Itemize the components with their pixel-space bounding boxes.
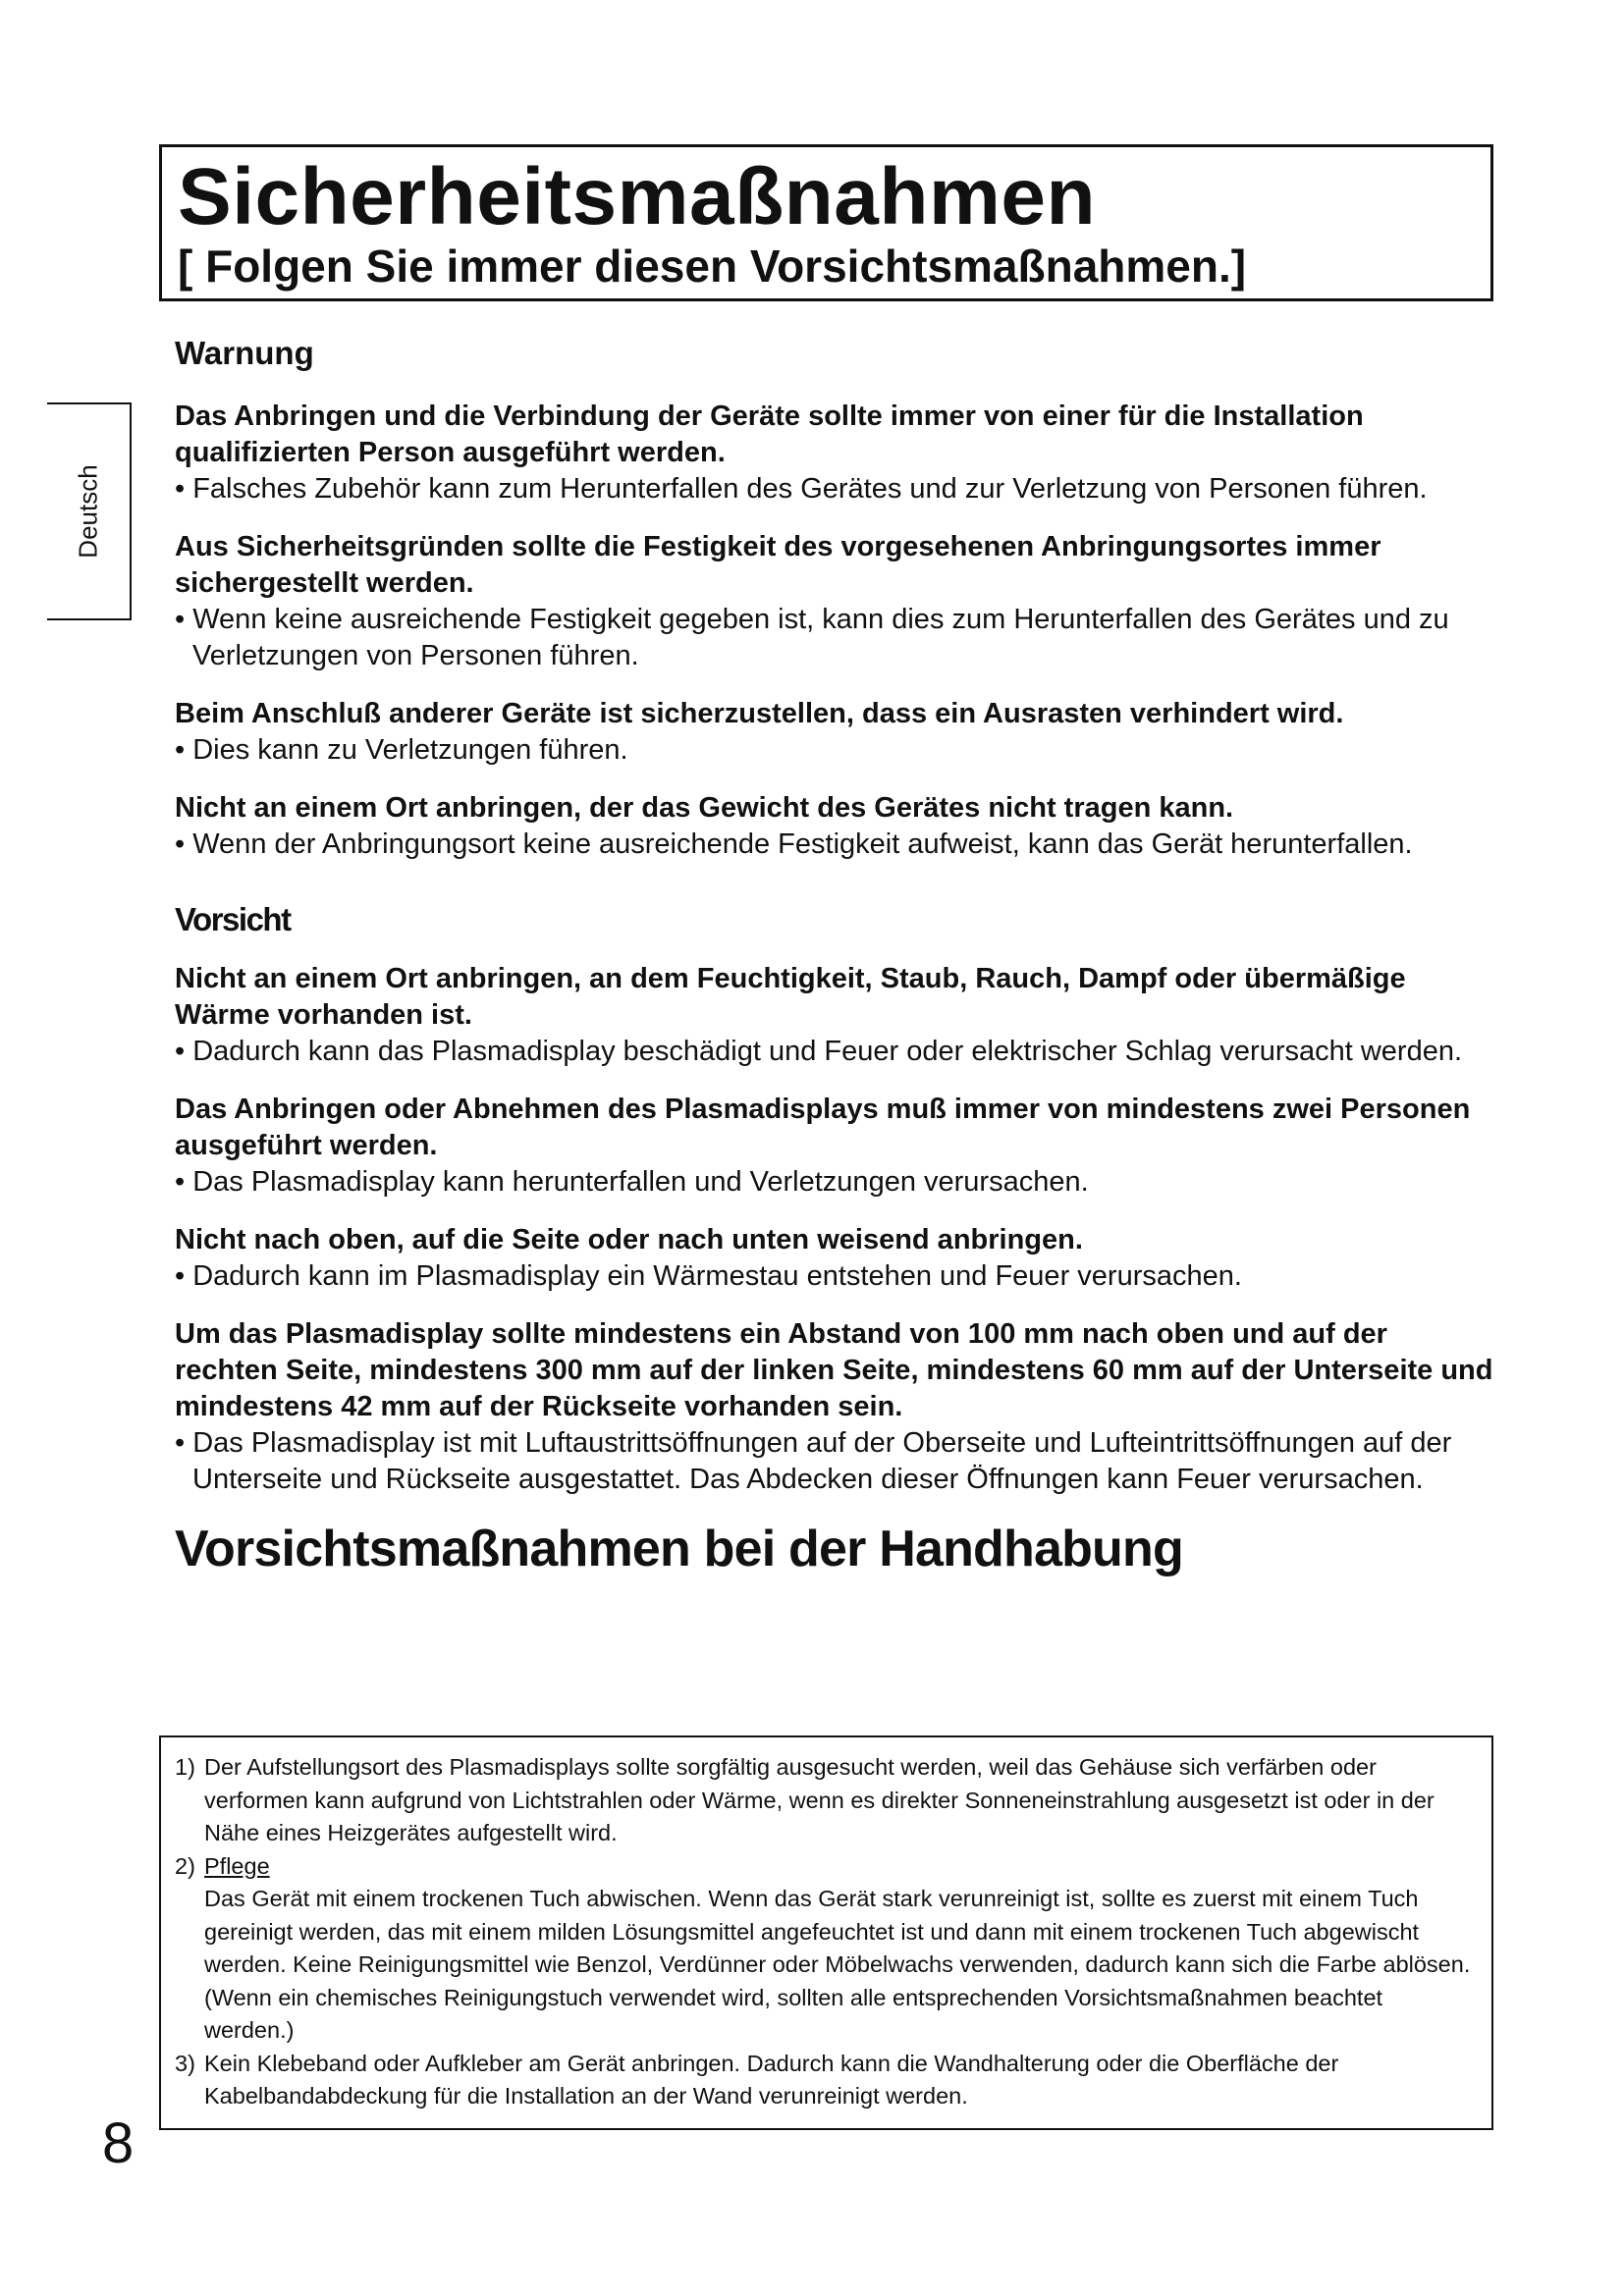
handling-item [175,2048,1474,2113]
caution-item [175,961,1495,1070]
caution-item-head: Nicht nach oben, auf die Seite oder nach unten weisend anbringen. [175,1224,1083,1255]
handling-item-number: 3) [175,2050,195,2076]
handling-item-text: Das Gerät mit einem trockenen Tuch abwischen. Wenn das Gerät stark verunreinigt ist, sollte es zuerst mit einem Tuch gereinigt werden, das mit einem milden Lösungsmittel angefeuchtet ist und dann mit einem trockenen Tuch abgewischt werden. Keine Reinigungsmittel wie Benzol, Verdünner oder Möbelwachs verwenden, dadurch kann sich die Farbe ablösen. (Wenn ein chemisches Reinigungstuch verwendet wird, sollten alle entsprechenden Vorsichtsmaßnahmen beachtet werden.) [204,1886,1471,2043]
handling-item-text: Der Aufstellungsort des Plasmadisplays sollte sorgfältig ausgesucht werden, weil das Gehäuse sich verfärben oder verformen kann aufgrund von Lichtstrahlen oder Wärme, wenn es direkter Sonneneinstrahlung ausgesetzt ist oder in der Nähe eines Heizgerätes aufgestellt wird. [204,1754,1435,1845]
warning-heading: Warnung [175,335,314,371]
main-content [175,334,1495,1596]
handling-item-label: Pflege [204,1852,270,1879]
language-tab-label: Deutsch [73,464,103,559]
caution-item [175,1316,1495,1498]
caution-item-head: Nicht an einem Ort anbringen, an dem Feuchtigkeit, Staub, Rauch, Dampf oder übermäßige Wärme vorhanden ist. [175,963,1406,1031]
caution-item [175,1092,1495,1201]
caution-item-body: • Das Plasmadisplay kann herunterfallen und Verletzungen verursachen. [175,1166,1089,1198]
handling-item [175,1850,1474,2048]
caution-item-body: • Dadurch kann das Plasmadisplay beschädigt und Feuer oder elektrischer Schlag verursacht werden. [175,1036,1463,1067]
warning-item-head: Aus Sicherheitsgründen sollte die Festigkeit des vorgesehenen Anbringungsortes immer sichergestellt werden. [175,531,1381,599]
handling-item-content [204,1850,1474,2048]
warning-item [175,790,1495,863]
handling-item [175,1751,1474,1850]
handling-item-text: Kein Klebeband oder Aufkleber am Gerät anbringen. Dadurch kann die Wandhalterung oder die Oberfläche der Kabelbandabdeckung für die Installation an der Wand verunreinigt werden. [204,2050,1339,2109]
warning-item-body: • Falsches Zubehör kann zum Herunterfallen des Gerätes und zur Verletzung von Personen führen. [175,473,1428,505]
page-subtitle: [ Folgen Sie immer diesen Vorsichtsmaßnahmen.] [178,240,1247,292]
title-box [159,144,1493,301]
warning-item-head: Beim Anschluß anderer Geräte ist sicherzustellen, dass ein Ausrasten verhindert wird. [175,698,1344,729]
caution-item [175,1222,1495,1295]
caution-item-body: • Dadurch kann im Plasmadisplay ein Wärmestau entstehen und Feuer verursachen. [175,1260,1242,1292]
caution-heading: Vorsicht [175,901,291,937]
handling-item-number: 1) [175,1754,195,1780]
page-title: Sicherheitsmaßnahmen [178,152,1097,241]
warning-item-head: Nicht an einem Ort anbringen, der das Gewicht des Gerätes nicht tragen kann. [175,792,1234,824]
warning-item-body: • Wenn der Anbringungsort keine ausreichende Festigkeit aufweist, kann das Gerät herunterfallen. [175,828,1413,860]
caution-item-head: Das Anbringen oder Abnehmen des Plasmadisplays muß immer von mindestens zwei Personen ausgeführt werden. [175,1094,1471,1161]
warning-item [175,696,1495,769]
handling-item-number: 2) [175,1852,195,1879]
handling-box [159,1735,1493,2130]
caution-item-body: • Das Plasmadisplay ist mit Luftaustrittsöffnungen auf der Oberseite und Lufteintrittsöffnungen auf der Unterseite und Rückseite ausgestattet. Das Abdecken dieser Öffnungen kann Feuer verursachen. [175,1427,1452,1495]
handling-heading: Vorsichtsmaßnahmen bei der Handhabung [175,1521,1183,1577]
page-number: 8 [102,2111,135,2175]
warning-item-body: • Wenn keine ausreichende Festigkeit gegeben ist, kann dies zum Herunterfallen des Gerätes und zu Verletzungen von Personen führen. [175,604,1449,671]
language-tab [47,402,132,620]
warning-item-body: • Dies kann zu Verletzungen führen. [175,734,628,766]
warning-item [175,399,1495,507]
warning-item-head: Das Anbringen und die Verbindung der Geräte sollte immer von einer für die Installation qualifizierten Person ausgeführt werden. [175,400,1364,468]
caution-item-head: Um das Plasmadisplay sollte mindestens ein Abstand von 100 mm nach oben und auf der rechten Seite, mindestens 300 mm auf der linken Seite, mindestens 60 mm auf der Unterseite und mindestens 42 mm auf der Rückseite vorhanden sein. [175,1318,1493,1422]
warning-item [175,529,1495,674]
